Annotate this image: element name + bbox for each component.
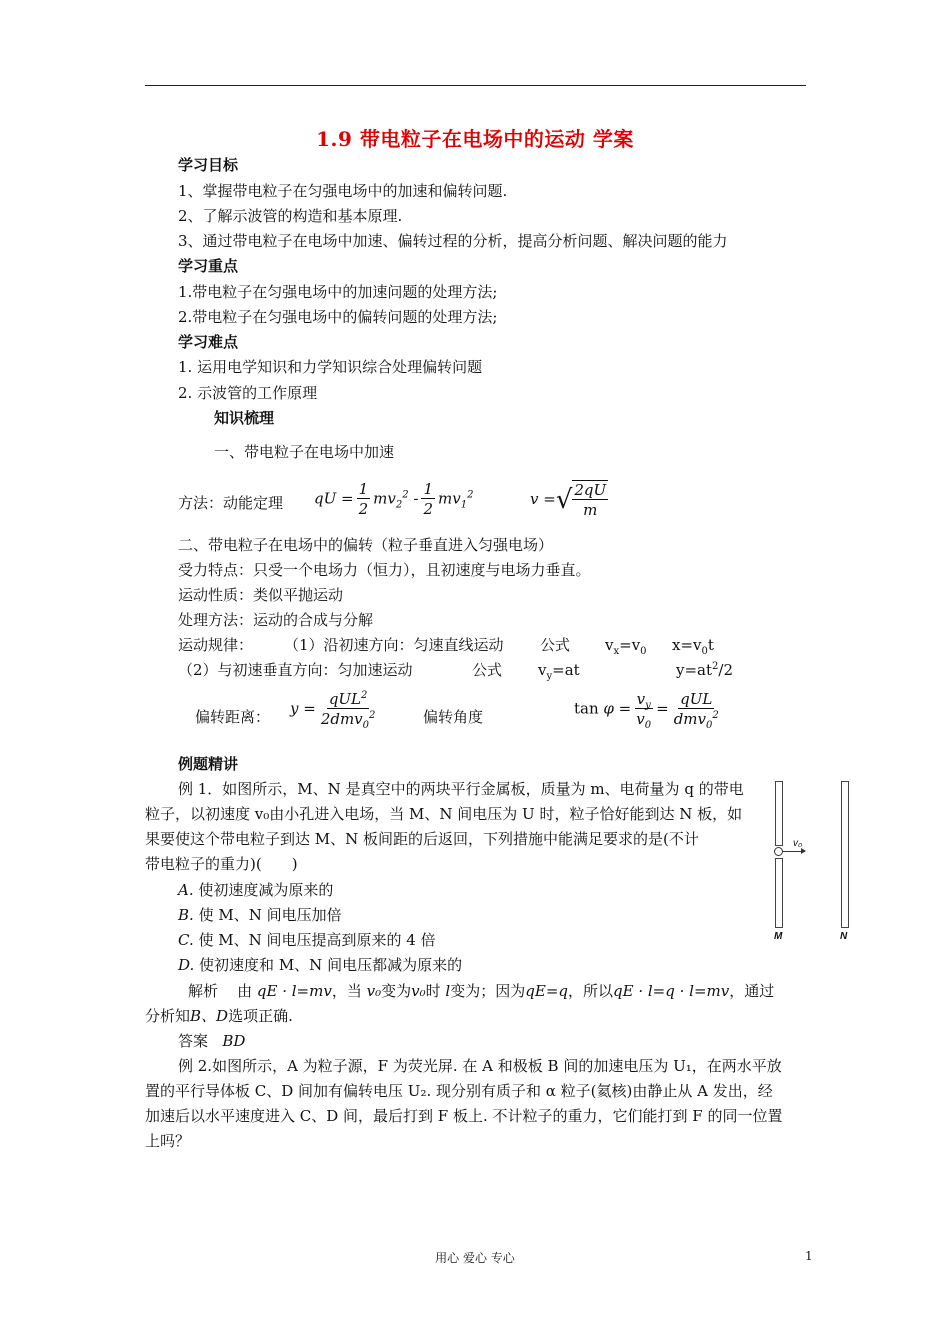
option-d [178,955,462,975]
plate-m-upper [775,781,783,846]
analysis-math: l [445,982,451,1000]
analysis-math: qE · l=mv [256,982,332,1000]
goal-item-1: 1、掌握带电粒子在匀强电场中的加速和偏转问题. [178,182,508,200]
analysis-line-2 [145,1006,293,1026]
formula-word-1: 公式 [540,636,571,654]
review-part-1: 一、带电粒子在电场中加速 [214,443,395,461]
y-formula: $y=at^2/2$ [676,661,733,679]
section-heading-review: 知识梳理 [214,409,275,427]
deflection-distance-label: 偏转距离： [195,708,271,726]
analysis-text: ；因为 [480,982,526,1000]
example-1-line-4: 带电粒子的重力)( ) [145,855,298,873]
law-2: （2）与初速垂直方向：匀加速运动 [178,661,413,679]
y-formula-tail: /2 [718,661,733,679]
law-1: （1）沿初速方向：匀速直线运动 [284,636,504,654]
section-heading-key-points: 学习重点 [178,257,239,275]
analysis-text: 变为 [450,982,481,1000]
section-heading-difficulties: 学习难点 [178,333,239,351]
force-feature: 受力特点：只受一个电场力（恒力），且初速度与电场力垂直。 [178,561,591,579]
answer-label: 答案 [178,1032,209,1050]
difficulty-1: 1. 运用电学知识和力学知识综合处理偏转问题 [178,358,483,376]
option-d-text: 使初速度和 M、N 间电压都减为原来的 [199,956,463,974]
analysis-math: qE · l=q · l=mv [613,982,730,1000]
example-2-line-2: 置的平行导体板 C、D 间加有偏转电压 U₂. 现分别有质子和 α 粒子(氦核)由静止从 A 发出，经 [145,1082,773,1100]
option-a-letter: A. [178,881,194,899]
deflection-distance-formula: y = $\frac{qUL^2}{2dmv_0^2}$ [290,690,376,731]
option-d-letter: D. [178,956,195,974]
example-1-line-2: 粒子，以初速度 v₀由小孔进入电场，当 M、N 间电压为 U 时，粒子恰好能到达 N 板，如 [145,805,743,823]
analysis-label: 解析 [188,982,219,1000]
plate-n [841,781,849,928]
section-heading-goals: 学习目标 [178,156,239,174]
answer-line [178,1031,245,1051]
handling-method: 处理方法：运动的合成与分解 [178,611,374,629]
example-1-line-3: 果要使这个带电粒子到达 M、N 板间距的后返回，下列措施中能满足要求的是(不计 [145,830,699,848]
section-heading-examples: 例题精讲 [178,755,239,773]
kinetic-energy-formula: qU = $\frac{1}{2}$ $mv_2^2$ - $\frac{1}{2}$ $mv_1^2$ [314,480,474,518]
law-label: 运动规律： [178,636,254,654]
footer-text: 用心 爱心 专心 [435,1251,515,1265]
plate-m-lower [775,858,783,928]
velocity-formula: v =√ $\frac{2qU}{m}$ [530,481,607,519]
difficulty-2: 2. 示波管的工作原理 [178,384,318,402]
analysis-text: 时 [425,982,441,1000]
option-b-letter: B. [178,906,194,924]
analysis-text: ，通过 [729,982,775,1000]
y-formula-lhs: y=at [676,661,713,679]
option-b [178,905,342,925]
label-v0: v₀ [793,838,803,849]
analysis-line-1 [188,981,774,1001]
analysis-text: 选项正确. [228,1007,293,1025]
analysis-text: ，当 [331,982,362,1000]
vx-formula-rhs: =v [619,636,641,654]
method-label: 方法：动能定理 [178,494,284,512]
option-a [178,880,333,900]
example-2-line-4: 上吗？ [145,1132,191,1150]
analysis-text: ，所以 [568,982,614,1000]
analysis-math: B、D [190,1007,229,1025]
analysis-math: v₀ [411,982,426,1000]
analysis-text: 分析知 [145,1007,191,1025]
goal-item-2: 2、了解示波管的构造和基本原理. [178,207,403,225]
key-point-1: 1.带电粒子在匀强电场中的加速问题的处理方法; [178,283,498,301]
page-title: 1.9 带电粒子在电场中的运动 学案 [316,127,634,151]
formula-word-2: 公式 [472,661,503,679]
particle-dot [774,847,783,856]
deflection-angle-formula: tan φ = $\frac{v_y}{v_0}$ = $\frac{\text{qUL}}{dmv_0^2}$ [574,690,719,731]
option-c-text: 使 M、N 间电压提高到原来的 4 倍 [198,931,436,949]
option-c-letter: C. [178,931,194,949]
answer-value: BD [222,1032,246,1050]
label-n: N [840,931,848,942]
example-1-line-1: 例 1．如图所示，M、N 是真空中的两块平行金属板，质量为 m、电荷量为 q 的带电 [178,780,744,798]
x-formula-lhs: x=v [672,636,702,654]
key-point-2: 2.带电粒子在匀强电场中的偏转问题的处理方法; [178,308,498,326]
vy-formula-rhs: =at [552,661,580,679]
analysis-math: qE=q [525,982,568,1000]
review-part-2: 二、带电粒子在电场中的偏转（粒子垂直进入匀强电场） [178,536,554,554]
option-c [178,930,436,950]
analysis-math: v₀ [366,982,382,1000]
vy-formula: $v_y=at$ [538,661,580,682]
option-b-text: 使 M、N 间电压加倍 [198,906,342,924]
deflection-angle-label: 偏转角度 [423,708,484,726]
example-2-line-3: 加速后以水平速度进入 C、D 间，最后打到 F 板上. 不计粒子的重力，它们能打到 F 的同一位置 [145,1107,783,1125]
motion-nature: 运动性质：类似平抛运动 [178,586,344,604]
x-formula: $x=v_0t$ [672,636,714,657]
vx-formula: $v_x=v_0$ [605,636,647,657]
example-2-line-1: 例 2.如图所示，A 为粒子源，F 为荧光屏. 在 A 和极板 B 间的加速电压为 U₁，在两水平放 [178,1057,782,1075]
header-rule [145,85,806,86]
label-m: M [774,931,783,942]
page-number: 1 [805,1249,813,1263]
analysis-text: 由 [237,982,253,1000]
goal-item-3: 3、通过带电粒子在电场中加速、偏转过程的分析，提高分析问题、解决问题的能力 [178,232,728,250]
option-a-text: 使初速度减为原来的 [198,881,334,899]
analysis-text: 变为 [381,982,412,1000]
